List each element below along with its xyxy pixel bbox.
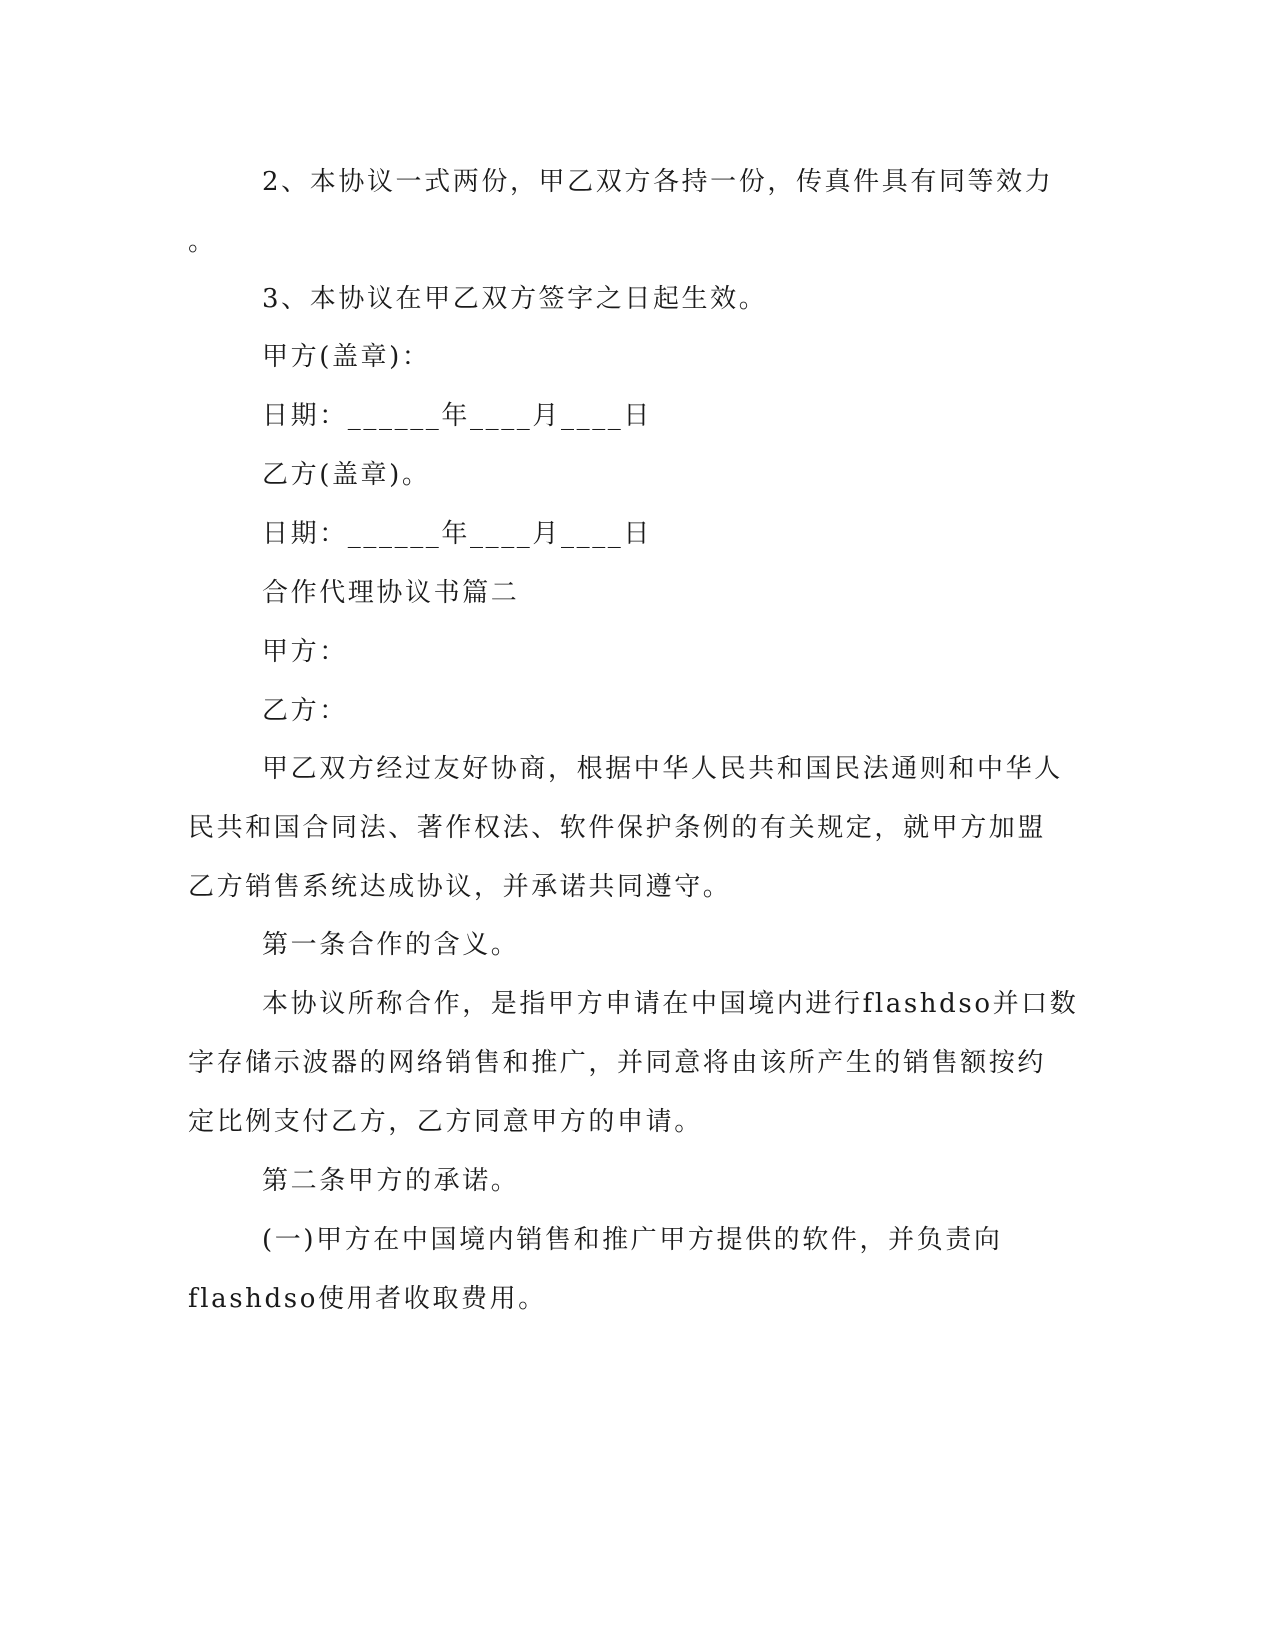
- paragraph-line: 。: [188, 227, 217, 257]
- paragraph-line: 甲乙双方经过友好协商，根据中华人民共和国民法通则和中华人: [262, 754, 1063, 784]
- paragraph-line: 民共和国合同法、著作权法、软件保护条例的有关规定，就甲方加盟: [188, 813, 1047, 843]
- article-heading: 第二条甲方的承诺。: [262, 1166, 520, 1196]
- paragraph-line: 定比例支付乙方，乙方同意甲方的申请。: [188, 1107, 703, 1137]
- party-b-label: 乙方：: [262, 696, 348, 726]
- section-heading: 合作代理协议书篇二: [262, 578, 520, 608]
- article-heading: 第一条合作的含义。: [262, 930, 520, 960]
- date-line-party-b: 日期：______年____月____日: [262, 519, 652, 549]
- paragraph-line: 2、本协议一式两份，甲乙双方各持一份，传真件具有同等效力: [262, 167, 1054, 197]
- signature-label-party-a: 甲方(盖章)：: [262, 342, 431, 372]
- paragraph-line: (一)甲方在中国境内销售和推广甲方提供的软件，并负责向: [262, 1225, 1003, 1255]
- party-a-label: 甲方：: [262, 637, 348, 667]
- paragraph-line: flashdso使用者收取费用。: [188, 1284, 547, 1314]
- paragraph-line: 3、本协议在甲乙双方签字之日起生效。: [262, 284, 768, 314]
- paragraph-line: 字存储示波器的网络销售和推广，并同意将由该所产生的销售额按约: [188, 1048, 1047, 1078]
- signature-label-party-b: 乙方(盖章)。: [262, 460, 431, 490]
- paragraph-line: 本协议所称合作，是指甲方申请在中国境内进行flashdso并口数: [262, 989, 1079, 1019]
- date-line-party-a: 日期：______年____月____日: [262, 401, 652, 431]
- paragraph-line: 乙方销售系统达成协议，并承诺共同遵守。: [188, 872, 732, 902]
